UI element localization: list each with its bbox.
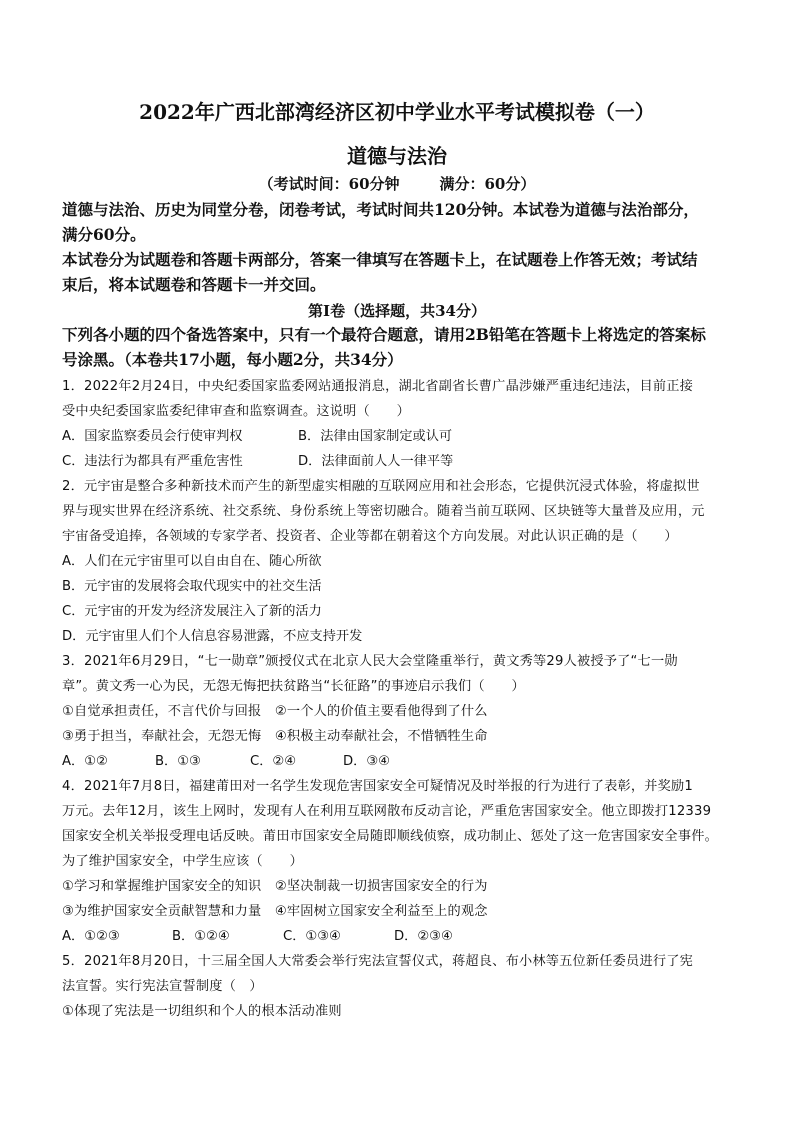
- question-1-option-c: C．违法行为都具有严重危害性: [62, 454, 243, 469]
- intro-line: 束后，将本试题卷和答题卡一并交回。: [62, 275, 326, 294]
- question-3-option-b: B．①③: [155, 754, 201, 769]
- question-4-stem: 万元。去年12月，该生上网时，发现有人在利用互联网散布反动言论，严重危害国家安全。他立即拨打12339: [62, 804, 712, 819]
- question-3-statements: ①自觉承担责任，不言代价与回报 ②一个人的价值主要看他得到了什么: [62, 704, 488, 719]
- intro-line: 满分60分。: [62, 225, 146, 244]
- question-3-stem: 章”。黄文秀一心为民，无怨无悔把扶贫路当“长征路”的事迹启示我们（ ）: [62, 679, 525, 694]
- question-1-option-b: B．法律由国家制定或认可: [298, 429, 453, 444]
- question-3-option-d: D．③④: [343, 754, 390, 769]
- question-5-stem: 法宣誓。实行宪法宣誓制度（ ）: [62, 979, 263, 994]
- question-1-option-d: D．法律面前人人一律平等: [298, 454, 454, 469]
- question-4-stem: 4．2021年7月8日，福建莆田对一名学生发现危害国家安全可疑情况及时举报的行为进行了表彰，并奖励1: [62, 779, 693, 794]
- question-4-option-d: D．②③④: [394, 929, 453, 944]
- question-5-stem: 5．2021年8月20日，十三届全国人大常委会举行宪法宣誓仪式，蒋超良、布小林等五位新任委员进行了宪: [62, 954, 693, 969]
- section-instruction: 下列各小题的四个备选答案中，只有一个最符合题意，请用2B铅笔在答题卡上将选定的答案标: [62, 325, 706, 344]
- question-4-option-a: A．①②③: [62, 929, 120, 944]
- question-2-stem: 界与现实世界在经济系统、社交系统、身份系统上等密切融合。随着当前互联网、区块链等大量普及应用，元: [62, 504, 705, 519]
- question-3-option-a: A．①②: [62, 754, 108, 769]
- question-1-option-a: A．国家监察委员会行使审判权: [62, 429, 243, 444]
- question-4-stem: 国家安全机关举报受理电话反映。莆田市国家安全局随即顺线侦察，成功制止、惩处了这一危害国家安全事件。: [62, 829, 718, 844]
- section-instruction: 号涂黑。（本卷共17小题，每小题2分，共34分）: [62, 350, 403, 369]
- exam-title: 2022年广西北部湾经济区初中学业水平考试模拟卷（一）: [139, 100, 655, 124]
- question-2-option-b: B．元宇宙的发展将会取代现实中的社交生活: [62, 579, 322, 594]
- question-3-stem: 3．2021年6月29日，“七一勋章”颁授仪式在北京人民大会堂隆重举行，黄文秀等29人被授予了“七一勋: [62, 654, 678, 669]
- question-3-option-c: C．②④: [250, 754, 297, 769]
- subject-title: 道德与法治: [347, 144, 447, 168]
- question-2-stem: 宇宙备受追捧，各领域的专家学者、投资者、企业等都在朝着这个方向发展。对此认识正确的是（ ）: [62, 529, 678, 544]
- question-2-option-a: A．人们在元宇宙里可以自由自在、随心所欲: [62, 554, 322, 569]
- question-2-stem: 2．元宇宙是整合多种新技术而产生的新型虚实相融的互联网应用和社会形态，它提供沉浸式体验，将虚拟世: [62, 479, 700, 494]
- question-4-option-c: C．①③④: [283, 929, 341, 944]
- question-2-option-c: C．元宇宙的开发为经济发展注入了新的活力: [62, 604, 322, 619]
- section-title: 第Ⅰ卷（选择题，共34分）: [308, 302, 486, 320]
- question-5-statements: ①体现了宪法是一切组织和个人的根本活动准则: [62, 1004, 342, 1019]
- question-4-option-b: B．①②④: [172, 929, 230, 944]
- question-1-stem: 1．2022年2月24日，中央纪委国家监委网站通报消息，湖北省副省长曹广晶涉嫌严重违纪违法，目前正接: [62, 379, 693, 394]
- intro-line: 本试卷分为试题卷和答题卡两部分，答案一律填写在答题卡上，在试题卷上作答无效；考试结: [62, 250, 698, 269]
- question-2-option-d: D．元宇宙里人们个人信息容易泄露，不应支持开发: [62, 629, 363, 644]
- time-info: （考试时间：60分钟: [258, 175, 400, 193]
- question-1-stem: 受中央纪委国家监委纪律审查和监察调查。这说明（ ）: [62, 404, 411, 419]
- exam-meta: [0, 173, 794, 194]
- question-4-statements: ③为维护国家安全贡献智慧和力量 ④牢固树立国家安全利益至上的观念: [62, 904, 488, 919]
- intro-line: 道德与法治、历史为同堂分卷，闭卷考试，考试时间共120分钟。本试卷为道德与法治部分，: [62, 200, 699, 219]
- question-4-statements: ①学习和掌握维护国家安全的知识 ②坚决制裁一切损害国家安全的行为: [62, 879, 488, 894]
- question-4-stem: 为了维护国家安全，中学生应该（ ）: [62, 854, 303, 869]
- question-3-statements: ③勇于担当，奉献社会，无怨无悔 ④积极主动奉献社会，不惜牺牲生命: [62, 729, 488, 744]
- score-info: 满分：60分）: [439, 175, 536, 193]
